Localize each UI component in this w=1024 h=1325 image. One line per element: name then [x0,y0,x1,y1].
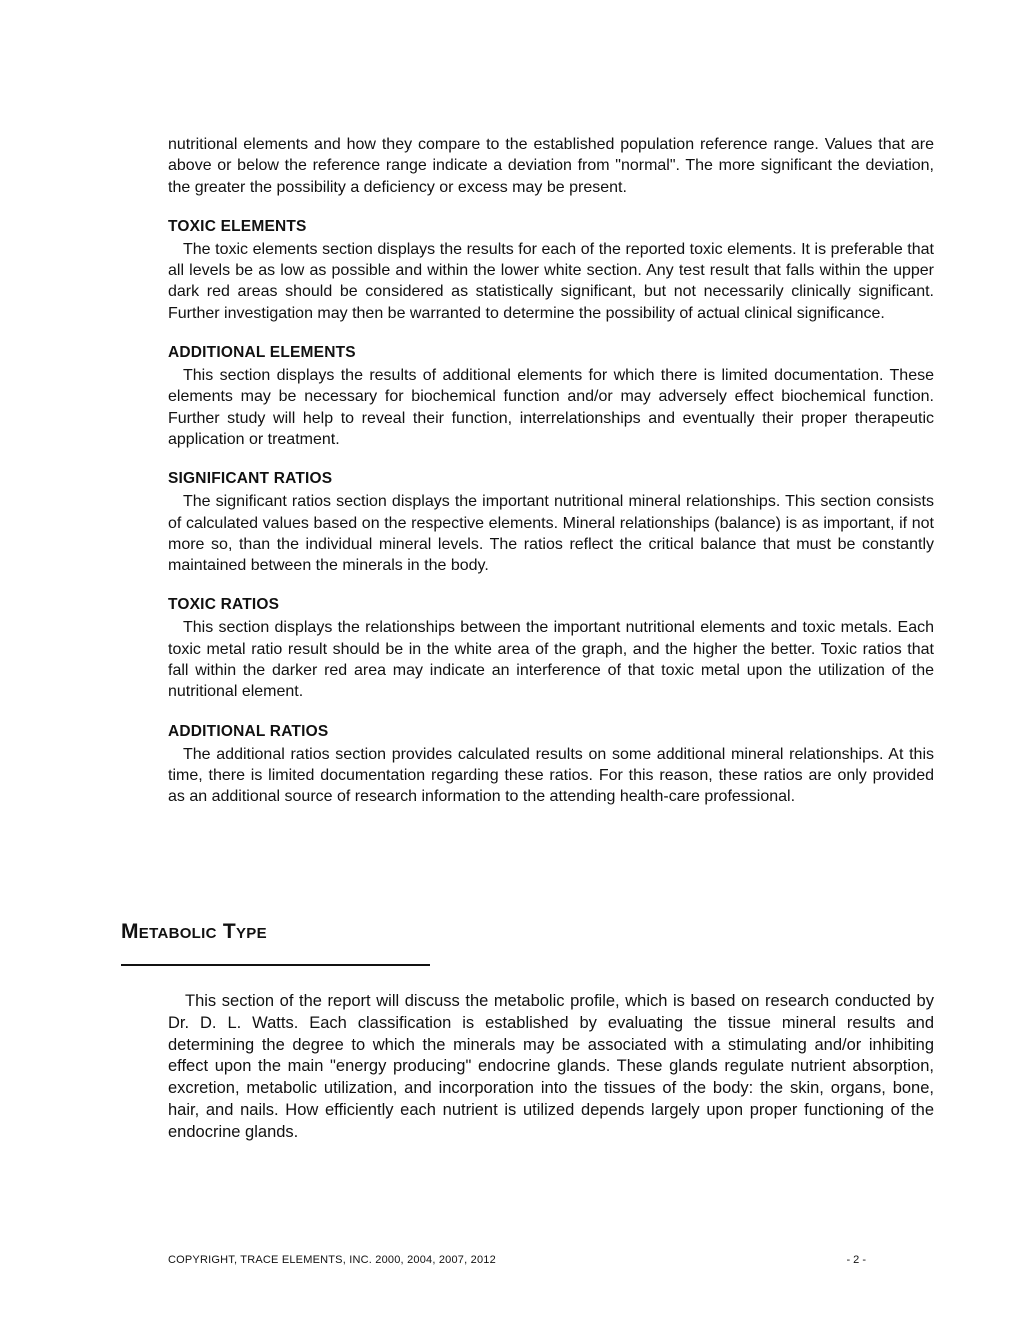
metabolic-type-section [168,991,934,1144]
section-additional-ratios [168,722,934,808]
metabolic-type-paragraph: This section of the report will discuss the metabolic profile, which is based on research conducted by Dr. D. L. Watts. Each classification is established by evaluating the tissue mineral results and determining the degree to which the minerals may be associated with a stimulating and/or inhibiting effect upon the main "energy producing" endocrine glands. These glands regulate nutrient absorption, excretion, metabolic utilization, and incorporation into the tissues of the body: the skin, organs, bone, hair, and nails. How efficiently each nutrient is utilized depends largely upon proper functioning of the endocrine glands. [168,992,934,1141]
section-heading: SIGNIFICANT RATIOS [168,470,333,488]
heading-underline [121,964,430,966]
section-heading: TOXIC ELEMENTS [168,217,307,235]
section-heading: ADDITIONAL RATIOS [168,722,329,740]
section-significant-ratios [168,469,934,576]
section-additional-elements [168,343,934,450]
section-paragraph: The additional ratios section provides calculated results on some additional mineral relationships. At this time, there is limited documentation regarding these ratios. For this reason, these ratios are only provided as an additional source of research information to the attending health-care professional. [168,745,934,806]
section-toxic-elements [168,217,934,324]
page-number: - 2 - [846,1254,866,1266]
copyright-footer: COPYRIGHT, TRACE ELEMENTS, INC. 2000, 2004, 2007, 2012 [168,1254,496,1266]
section-paragraph: This section displays the results of additional elements for which there is limited documentation. These elements may be necessary for biochemical function and/or may adversely effect biochemical function. Further study will help to reveal their function, interrelationships and eventually their proper therapeutic application or treatment. [168,367,934,448]
metabolic-type-heading: Metabolic Type [121,920,267,943]
section-toxic-ratios [168,595,934,702]
intro-paragraph: nutritional elements and how they compare to the established population reference range. Values that are above or below the reference range indicate a deviation from "normal". The more significant the deviation, the greater the possibility a deficiency or excess may be present. [168,136,934,196]
report-body [168,134,934,808]
section-heading: ADDITIONAL ELEMENTS [168,344,356,362]
section-paragraph: The significant ratios section displays the important nutritional mineral relationships. This section consists of calculated values based on the respective elements. Mineral relationships (balance) is as important, if not more so, than the individual mineral levels. The ratios reflect the critical balance that must be constantly maintained between the minerals in the body. [168,493,934,575]
section-heading: TOXIC RATIOS [168,596,280,614]
section-paragraph: The toxic elements section displays the results for each of the reported toxic elements. It is preferable that all levels be as low as possible and within the lower white section. Any test result that falls within the upper dark red areas should be considered as statistically significant, but not necessarily clinically significant. Further investigation may then be warranted to determine the possibility of actual clinical significance. [168,240,934,322]
section-paragraph: This section displays the relationships between the important nutritional elements and toxic metals. Each toxic metal ratio result should be in the white area of the graph, and the higher the better. Toxic ratios that fall within the darker red area may indicate an interference of that toxic metal upon the utilization of the nutritional element. [168,619,934,701]
